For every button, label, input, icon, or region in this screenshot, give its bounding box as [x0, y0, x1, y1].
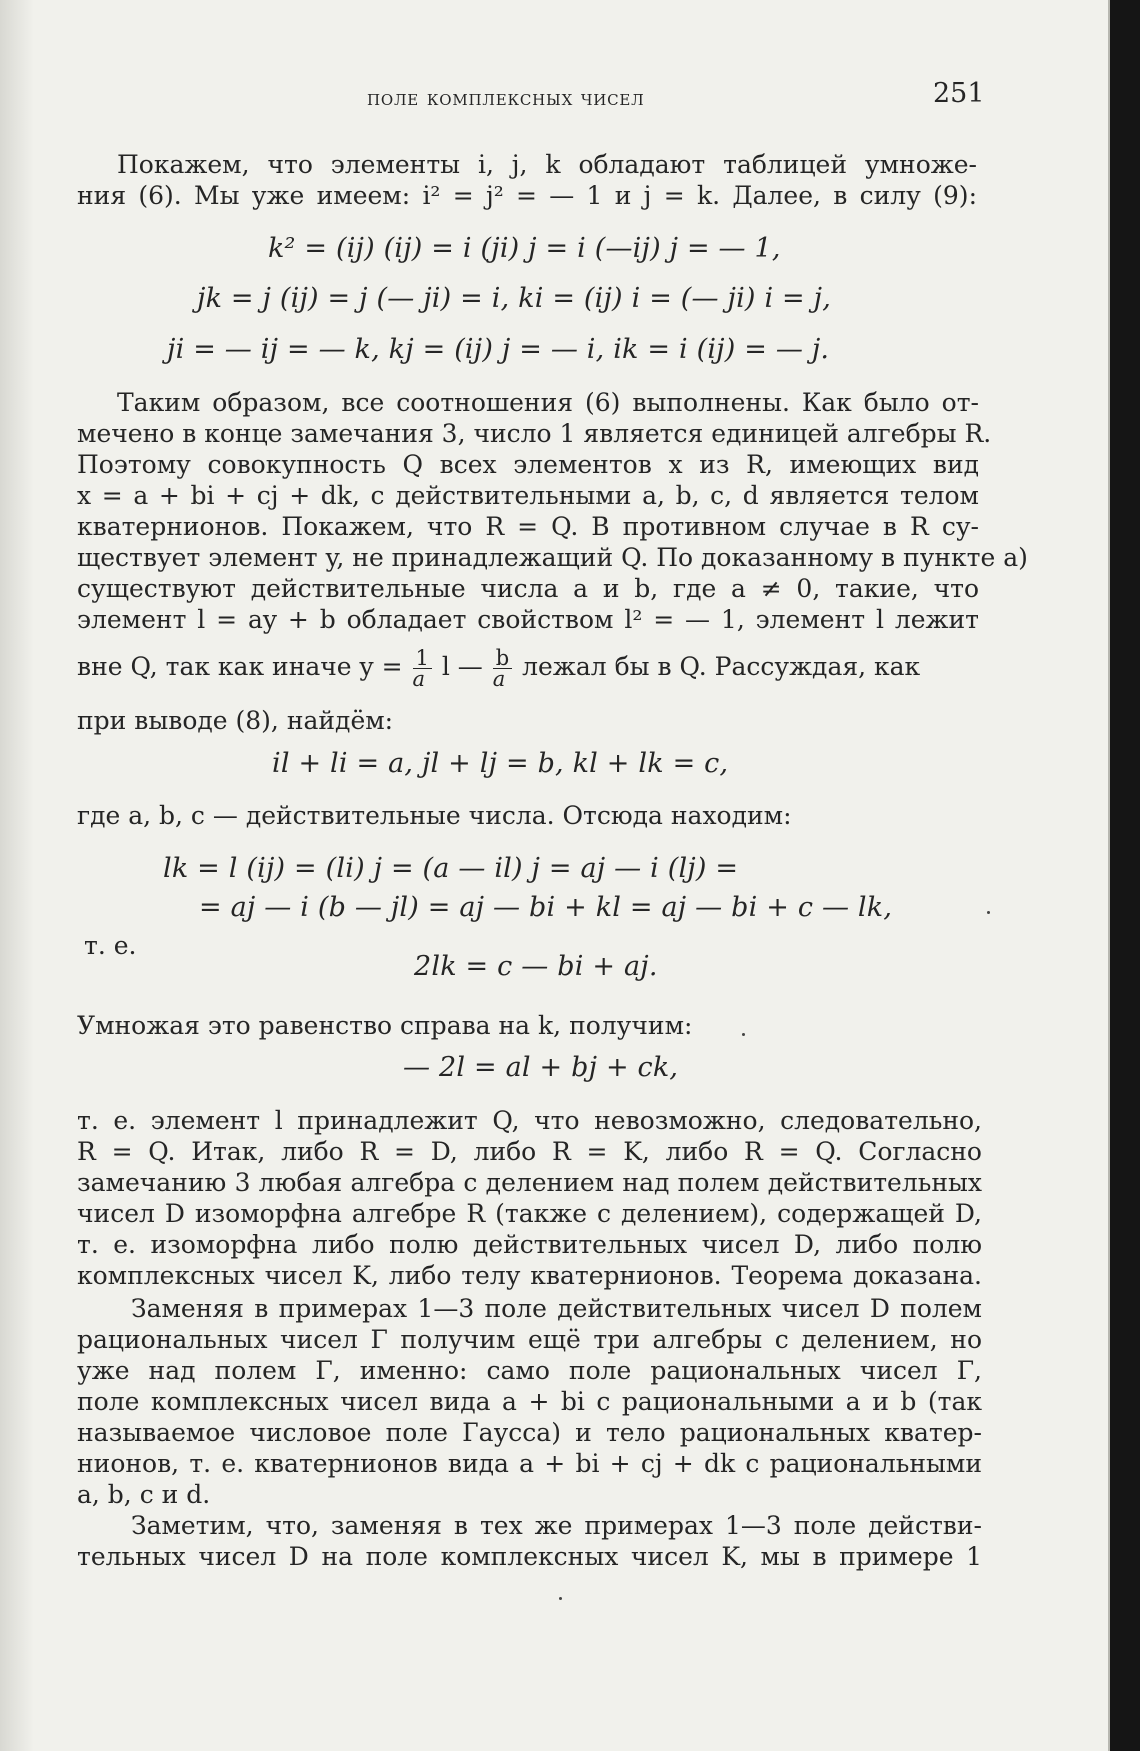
- paragraph-1-line-4: x = a + bi + cj + dk, с действительными a, b, c, d является телом: [77, 481, 979, 510]
- equation-ji-kj-ik: ji = — ij = — k, kj = (ij) j = — i, ik = i (ij) = — j.: [167, 334, 830, 365]
- fraction-one-denominator: a: [412, 667, 426, 691]
- paragraph-2-last-line: при выводе (8), найдём:: [77, 706, 394, 735]
- paragraph-4-line-1: Заменяя в примерах 1—3 поле действительных чисел D полем: [131, 1294, 982, 1323]
- scan-speck: [987, 911, 990, 914]
- paragraph-5-line-2: тельных чисел D на поле комплексных чисел K, мы в примере 1: [77, 1542, 982, 1571]
- paragraph-3-line-4: чисел D изоморфна алгебре R (также с делением), содержащей D,: [77, 1199, 982, 1228]
- paragraph-4-line-2: рациональных чисел Γ получим ещё три алгебры с делением, но: [77, 1325, 982, 1354]
- fraction-one-over-a: [413, 648, 432, 689]
- fraction-b-over-a: [493, 648, 512, 689]
- equation-minus-2l: — 2l = al + bj + ck,: [403, 1052, 679, 1083]
- scan-speck: [742, 1033, 745, 1036]
- paragraph-3-line-5: т. е. изоморфна либо полю действительных чисел D, либо полю: [77, 1230, 982, 1259]
- running-header: поле комплексных чисел: [367, 86, 645, 111]
- paragraph-3-line-2: R = Q. Итак, либо R = D, либо R = K, либо R = Q. Согласно: [77, 1137, 982, 1166]
- paragraph-1-line-3: Поэтому совокупность Q всех элементов x из R, имеющих вид: [77, 450, 979, 479]
- fraction-line: [77, 648, 979, 689]
- paragraph-4-line-5: называемое числовое поле Гаусса) и тело рациональных кватер-: [77, 1418, 982, 1447]
- equation-k-square: k² = (ij) (ij) = i (ji) j = i (—ij) j = — 1,: [268, 233, 781, 264]
- fraction-line-end: лежал бы в Q. Рассуждая, как: [522, 652, 921, 681]
- fraction-b-denominator: a: [492, 667, 506, 691]
- intro-line-2: ния (6). Мы уже имеем: i² = j² = — 1 и j = k. Далее, в силу (9):: [77, 181, 977, 210]
- paragraph-3-line-1: т. е. элемент l принадлежит Q, что невозможно, следовательно,: [77, 1106, 982, 1135]
- paragraph-5-line-1: Заметим, что, заменяя в тех же примерах 1—3 поле действи-: [131, 1511, 982, 1540]
- te-label: т. е.: [84, 931, 137, 960]
- equation-jk-ki: jk = j (ij) = j (— ji) = i, ki = (ij) i = (— ji) i = j,: [197, 283, 832, 314]
- paragraph-1-line-7: существуют действительные числа a и b, где a ≠ 0, такие, что: [77, 574, 979, 603]
- paragraph-3-line-3: замечанию 3 любая алгебра с делением над полем действительных: [77, 1168, 982, 1197]
- equation-lk-line-1: lk = l (ij) = (li) j = (a — il) j = aj — i (lj) =: [163, 853, 739, 884]
- paragraph-4-line-7: a, b, c и d.: [77, 1480, 211, 1509]
- fraction-one-numerator: 1: [413, 648, 432, 669]
- equation-lk-line-2: = aj — i (b — jl) = aj — bi + kl = aj — bi + c — lk,: [199, 892, 893, 923]
- scan-speck: [559, 1597, 562, 1600]
- paragraph-3-line-6: комплексных чисел K, либо телу кватернионов. Теорема доказана.: [77, 1261, 982, 1290]
- multiply-line: Умножая это равенство справа на k, получим:: [77, 1011, 693, 1040]
- page-number: 251: [933, 78, 985, 109]
- paragraph-4-line-6: нионов, т. е. кватернионов вида a + bi + cj + dk с рациональными: [77, 1449, 982, 1478]
- paragraph-1-line-1: Таким образом, все соотношения (6) выполнены. Как было от-: [117, 388, 979, 417]
- paragraph-1-line-6: ществует элемент y, не принадлежащий Q. По доказанному в пункте а): [77, 543, 1028, 572]
- paragraph-1-line-8: элемент l = ay + b обладает свойством l² = — 1, элемент l лежит: [77, 605, 979, 634]
- fraction-b-numerator: b: [493, 648, 512, 669]
- paragraph-4-line-4: поле комплексных чисел вида a + bi с рациональными a и b (так: [77, 1387, 982, 1416]
- fraction-line-middle: l —: [441, 652, 483, 681]
- paragraph-4-line-3: уже над полем Γ, именно: само поле рациональных чисел Γ,: [77, 1356, 982, 1385]
- paragraph-1-line-5: кватернионов. Покажем, что R = Q. В противном случае в R су-: [77, 512, 979, 541]
- intro-line-1: Покажем, что элементы i, j, k обладают таблицей умноже-: [117, 150, 977, 179]
- fraction-line-start: вне Q, так как иначе y =: [77, 652, 403, 681]
- paragraph-1-line-2: мечено в конце замечания 3, число 1 является единицей алгебры R.: [77, 419, 992, 448]
- where-line: где a, b, c — действительные числа. Отсюда находим:: [77, 801, 792, 830]
- equation-il-li: il + li = a, jl + lj = b, kl + lk = c,: [272, 748, 729, 779]
- equation-2lk: 2lk = c — bi + aj.: [414, 951, 658, 982]
